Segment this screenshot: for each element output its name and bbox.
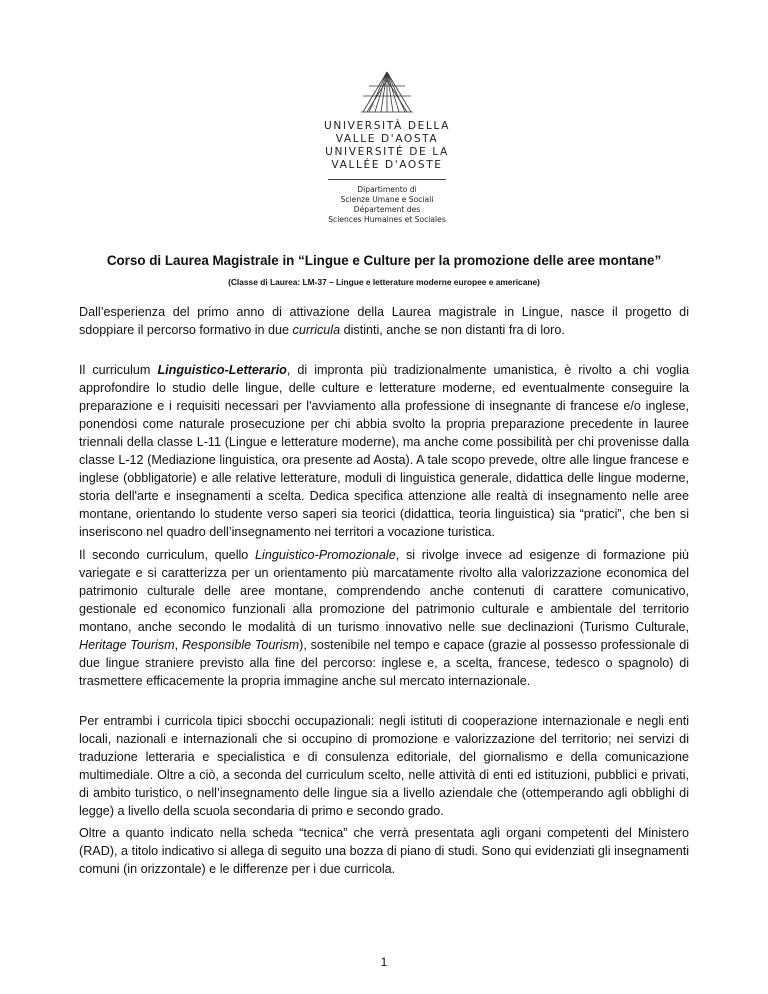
document-title: Corso di Laurea Magistrale in “Lingue e Culture per la promozione delle aree montane” (106, 253, 662, 268)
mountain-star-icon (355, 66, 419, 116)
text-run: , di impronta più tradizionalmente umanistica, è rivolto a chi voglia approfondire lo studio delle lingue, delle culture e letterature moderne, ed eventualmente conseguire la preparazione e i requisiti necessari per l'avviamento alla professione di insegnante di francese e/o inglese, ponendosi come naturale prosecuzione per chi abbia svolto la propria preparazione precedente in lauree triennali della classe L-11 (Lingue e letterature moderne), ma anche come possibilità per chi provenisse dalla classe L-12 (Mediazione linguistica, ora presente ad Aosta). A tale scopo prevede, oltre alle lingue francese e inglese (obbligatorie) e alle relative letterature, moduli di linguistica generale, didattica delle lingue moderne, storia dell'arte e insegnamenti a scelta. Dedica specifica attenzione alle realtà di insegnamento nelle aree montane, orientando lo studente verso saperi sia teorici (didattica, teoria linguistica) sia “pratici”, che ben si inseriscono nel quadro dell’insegnamento nei territori a vocazione turistica. (79, 363, 689, 539)
paragraph-curriculum-letterario (79, 361, 689, 541)
text-run: Il secondo curriculum, quello (79, 548, 256, 562)
university-name-line: VALLE D'AOSTA (335, 133, 439, 145)
text-run-italic: Responsible Tourism (181, 638, 300, 652)
department-name (307, 185, 467, 225)
department-line: Scienze Umane e Sociali (340, 195, 434, 204)
text-run-italic: Linguistico-Promozionale (255, 548, 396, 562)
paragraph-sbocchi: Per entrambi i curricola tipici sbocchi occupazionali: negli istituti di cooperazione internazionale e negli enti locali, nazionali e internazionali che si occupino di promozione e valorizzazione del territorio; nei servizi di traduzione letteraria e specialistica e di consulenza editoriale, del giornalismo e della comunicazione multimediale. Oltre a ciò, a seconda del curriculum scelto, nelle attività di enti ed istituzioni, pubblici e privati, di ambito turistico, o nell’insegnamento delle lingue sia a livello aziendale che (ottemperando agli obblighi di legge) a livello della scuola secondaria di primo e secondo grado. (79, 714, 689, 818)
department-line: Dipartimento di (357, 185, 417, 194)
university-name-line: UNIVERSITÀ DELLA (324, 120, 450, 132)
text-run-italic: Heritage Tourism (79, 638, 175, 652)
department-line: Département des (353, 205, 421, 214)
department-line: Sciences Humaines et Sociales (328, 215, 446, 224)
paragraph-piano-studi: Oltre a quanto indicato nella scheda “tecnica” che verrà presentata agli organi competenti del Ministero (RAD), a titolo indicativo si allega di seguito una bozza di piano di studi. Sono qui evidenziati gli insegnamenti comuni (in orizzontale) e le differenze per i due curricola. (79, 826, 689, 876)
text-run: , (174, 638, 182, 652)
text-run: distinti, anche se non distanti fra di loro. (340, 323, 565, 337)
university-name-line: UNIVERSITÉ DE LA (325, 146, 449, 158)
university-name-line: VALLÉE D'AOSTE (331, 159, 443, 171)
paragraph-curriculum-promozionale (79, 546, 689, 690)
text-run: ), sostenibile nel tempo e capace (grazie al possesso professionale di due lingue straniere previsto alla fine del percorso: inglese e, a scelta, francese, tedesco o spagnolo) di trasmettere efficacemente la propria immagine anche sul mercato internazionale. (79, 638, 689, 688)
page-number: 1 (380, 955, 388, 969)
text-run: Dall’esperienza del primo anno di attivazione della Laurea magistrale in Lingue, nasce il progetto di sdoppiare il percorso formativo in due (79, 305, 689, 337)
university-logo (307, 66, 467, 225)
text-run-bold-italic: Linguistico-Letterario (157, 363, 287, 377)
logo-divider (328, 179, 446, 180)
document-subtitle: (Classe di Laurea: LM-37 – Lingue e letterature moderne europee e americane) (228, 277, 540, 287)
university-name (307, 120, 467, 172)
text-run: Il curriculum (79, 363, 158, 377)
text-run-italic: curricula (292, 323, 341, 337)
text-run: , si rivolge invece ad esigenze di formazione più variegate e si caratterizza per un orientamento più marcatamente rivolto alla valorizzazione economica del patrimonio culturale delle aree montane, comprendendo anche contenuti di carattere comunicativo, gestionale ed economico funzionali alla promozione del patrimonio culturale e ambientale del territorio montano, anche secondo le modalità di un turismo innovativo nelle sue declinazioni (Turismo Culturale, (79, 548, 689, 634)
paragraph-intro (79, 303, 689, 339)
